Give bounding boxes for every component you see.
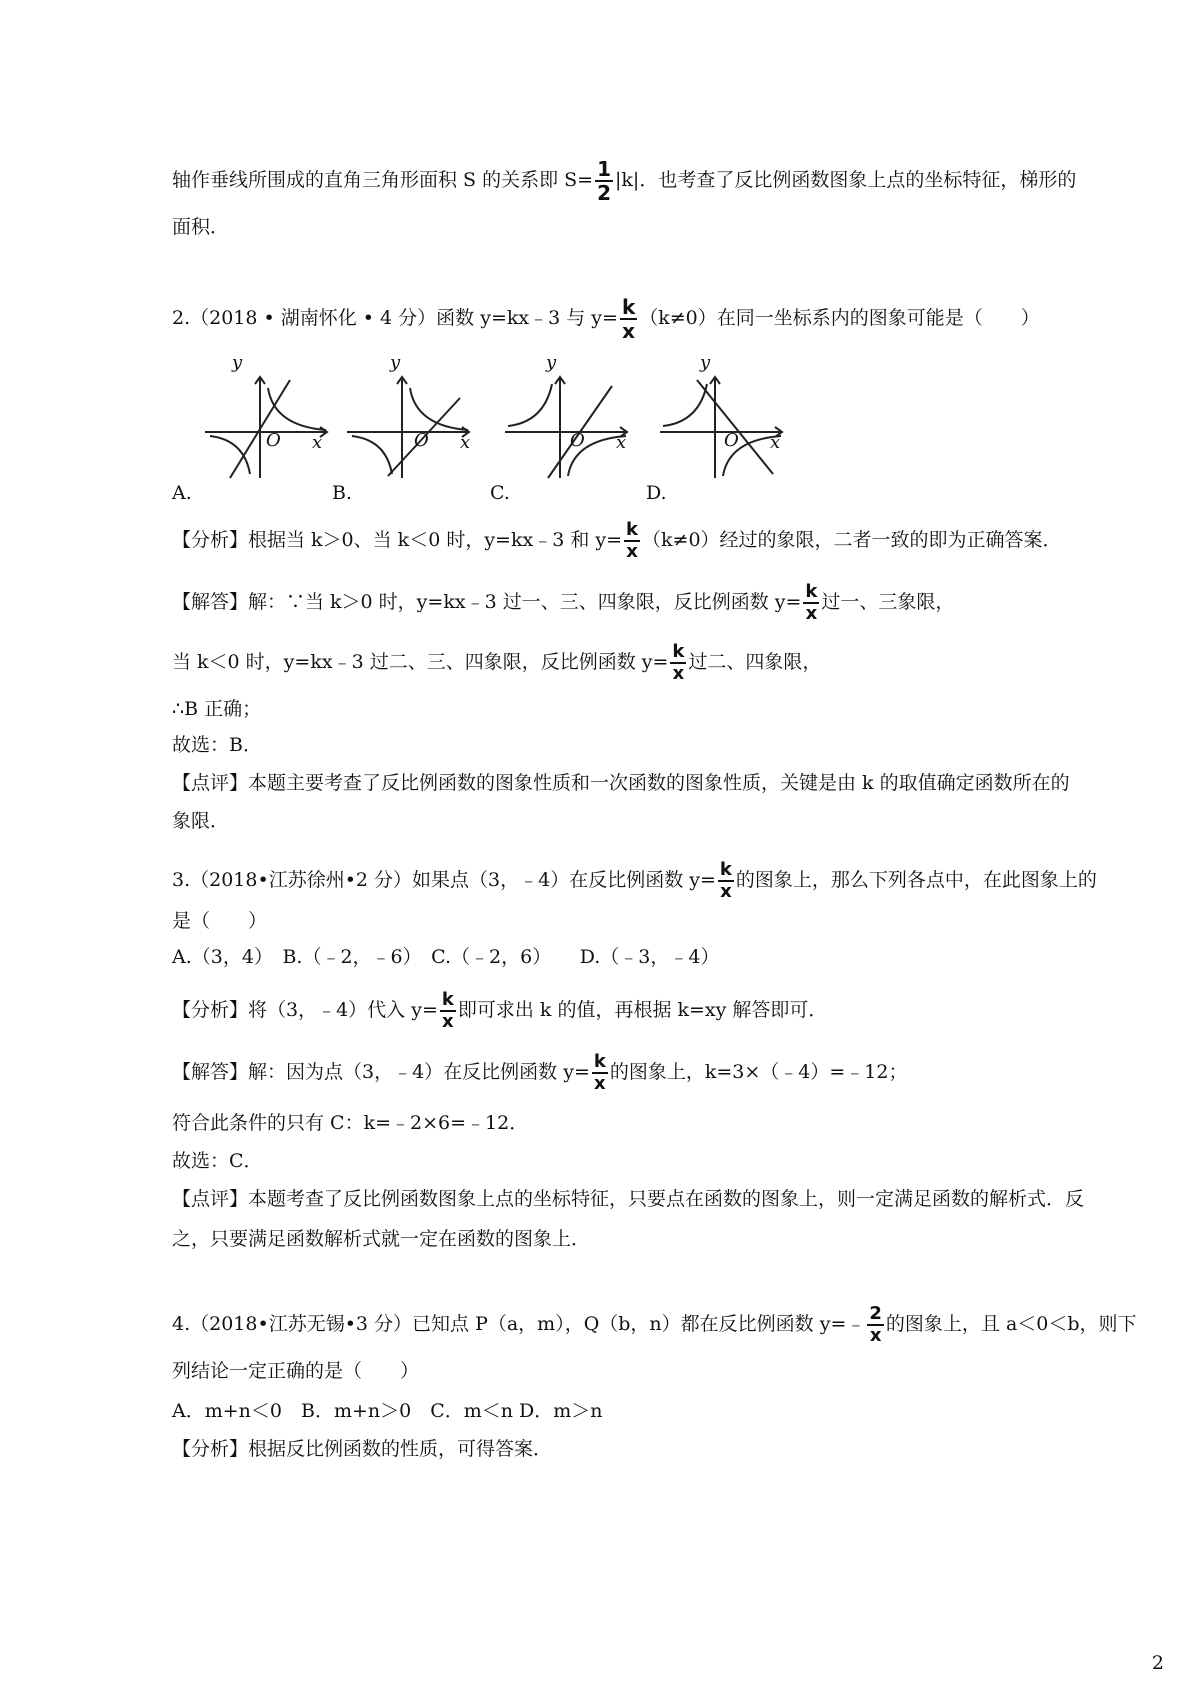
q3-solution-line-1 [172, 1052, 908, 1094]
origin-label: O [266, 430, 281, 451]
graph-a-svg [200, 370, 335, 482]
fraction-numerator: k [672, 641, 685, 662]
page-number: 2 [1151, 1652, 1164, 1674]
graph-b-svg [342, 370, 477, 482]
text: 【解答】解：因为点（3，﹣4）在反比例函数 y= [172, 1061, 590, 1083]
graph-option-a [200, 370, 335, 482]
fraction-numerator: k [593, 1051, 606, 1072]
hyperbola-branch [508, 384, 552, 426]
fraction-k-over-x [620, 296, 637, 342]
q2-solution-line-1 [172, 582, 954, 624]
text: （k≠0）经过的象限，二者一致的即为正确答案． [642, 529, 1062, 551]
text: （k≠0）在同一坐标系内的图象可能是（ ） [639, 307, 1040, 329]
text: 轴作垂线所围成的直角三角形面积 S 的关系即 S= [172, 169, 594, 191]
text: |k|．也考查了反比例函数图象上点的坐标特征，梯形的 [615, 169, 1077, 191]
fraction-numerator: k [719, 859, 732, 880]
text: 即可求出 k 的值，再根据 k=xy 解答即可． [457, 999, 828, 1021]
fraction-k-over-x [440, 990, 456, 1032]
hyperbola-branch [268, 388, 326, 430]
text: 3.（2018•江苏徐州•2 分）如果点（3，﹣4）在反比例函数 y= [172, 869, 716, 891]
axis-label-x: x [312, 432, 323, 453]
text: 面积． [172, 216, 230, 238]
text: 【分析】将（3，﹣4）代入 y= [172, 999, 438, 1021]
q2-solution-line-3: ∴B 正确； [172, 698, 262, 720]
axis-label-x: x [770, 432, 781, 453]
question-3-stem [172, 860, 1097, 902]
fraction-numerator: 1 [597, 157, 611, 181]
fraction-denominator: x [626, 541, 638, 562]
fraction-denominator: x [442, 1011, 454, 1032]
axis-label-y: y [232, 352, 243, 373]
fraction-numerator: k [626, 519, 639, 540]
text: 4.（2018•江苏无锡•3 分）已知点 P（a，m），Q（b，n）都在反比例函数 y= [172, 1313, 847, 1335]
hyperbola-branch [410, 388, 468, 430]
q3-analysis [172, 990, 827, 1032]
q3-comment-line-1: 【点评】本题考查了反比例函数图象上点的坐标特征，只要点在函数的图象上，则一定满足函数的解析式．反 [172, 1188, 1085, 1210]
text: 过一、三象限， [821, 591, 955, 613]
fraction-numerator: k [621, 295, 636, 319]
q3-solution-line-3: 故选：C． [172, 1150, 263, 1172]
fraction-k-over-x [718, 860, 734, 902]
minus-sign: ﹣ [846, 1313, 866, 1335]
option-d-label: D. [646, 482, 667, 504]
fraction-numerator: 2 [869, 1303, 882, 1324]
fraction-numerator: k [441, 989, 454, 1010]
axis-label-x: x [616, 432, 627, 453]
option-c-label: C. [490, 482, 510, 504]
axis-label-x: x [460, 432, 471, 453]
question-2-stem [172, 296, 1040, 342]
fraction-k-over-x [592, 1052, 608, 1094]
fraction-denominator: x [594, 1073, 606, 1094]
text: 【解答】解：∵当 k＞0 时，y=kx﹣3 过一、三、四象限，反比例函数 y= [172, 591, 802, 613]
graph-option-d [655, 370, 790, 482]
graph-d-svg [655, 370, 790, 482]
q2-analysis [172, 520, 1062, 562]
fraction-half [595, 158, 613, 204]
question-4-stem [172, 1304, 1137, 1346]
hyperbola-branch [352, 436, 392, 474]
linear-function-line [697, 380, 773, 474]
paragraph-line [172, 214, 229, 240]
fraction-denominator: x [672, 663, 685, 684]
fraction-numerator: k [805, 581, 818, 602]
graph-c-svg [500, 370, 635, 482]
axis-label-y: y [700, 352, 711, 373]
text: 过二、四象限， [688, 651, 822, 673]
axis-label-y: y [390, 352, 401, 373]
q2-comment-line-2: 象限． [172, 810, 230, 832]
q2-solution-line-2 [172, 642, 821, 684]
text: 的图象上，那么下列各点中，在此图象上的 [735, 869, 1097, 891]
text: 【分析】根据当 k＞0、当 k＜0 时，y=kx﹣3 和 y= [172, 529, 623, 551]
paragraph-line [172, 158, 1076, 204]
question-4-stem-cont: 列结论一定正确的是（ ） [172, 1360, 420, 1382]
origin-label: O [414, 430, 429, 451]
origin-label: O [724, 430, 739, 451]
fraction-k-over-x [624, 520, 640, 562]
q4-analysis: 【分析】根据反比例函数的性质，可得答案． [172, 1438, 553, 1460]
fraction-2-over-x [867, 1304, 884, 1346]
text: 当 k＜0 时，y=kx﹣3 过二、三、四象限，反比例函数 y= [172, 651, 669, 673]
origin-label: O [570, 430, 585, 451]
q2-comment-line-1: 【点评】本题主要考查了反比例函数的图象性质和一次函数的图象性质，关键是由 k 的取值确定函数所在的 [172, 772, 1070, 794]
question-3-stem-cont: 是（ ） [172, 910, 268, 932]
question-4-options: A．m+n＜0 B．m+n＞0 C．m＜n D．m＞n [172, 1400, 603, 1422]
fraction-denominator: 2 [597, 181, 611, 205]
question-3-options: A.（3，4） B.（﹣2，﹣6） C.（﹣2，6） D.（﹣3，﹣4） [172, 946, 720, 968]
q3-comment-line-2: 之，只要满足函数解析式就一定在函数的图象上． [172, 1228, 591, 1250]
fraction-denominator: x [805, 603, 818, 624]
text: 的图象上，k=3×（﹣4）=﹣12； [609, 1061, 908, 1083]
hyperbola-branch [663, 384, 707, 426]
fraction-k-over-x [803, 582, 819, 624]
graph-option-c [500, 370, 635, 482]
q2-solution-line-4: 故选：B． [172, 734, 262, 756]
graph-option-b [342, 370, 477, 482]
fraction-denominator: x [622, 319, 636, 343]
fraction-k-over-x [670, 642, 686, 684]
q3-solution-line-2: 符合此条件的只有 C：k=﹣2×6=﹣12． [172, 1112, 529, 1134]
fraction-denominator: x [720, 881, 732, 902]
fraction-denominator: x [869, 1325, 882, 1346]
option-b-label: B. [332, 482, 353, 504]
axis-label-y: y [546, 352, 557, 373]
text: 2.（2018 • 湖南怀化 • 4 分）函数 y=kx﹣3 与 y= [172, 307, 618, 329]
text: 的图象上，且 a＜0＜b，则下 [885, 1313, 1137, 1335]
option-a-label: A. [172, 482, 192, 504]
